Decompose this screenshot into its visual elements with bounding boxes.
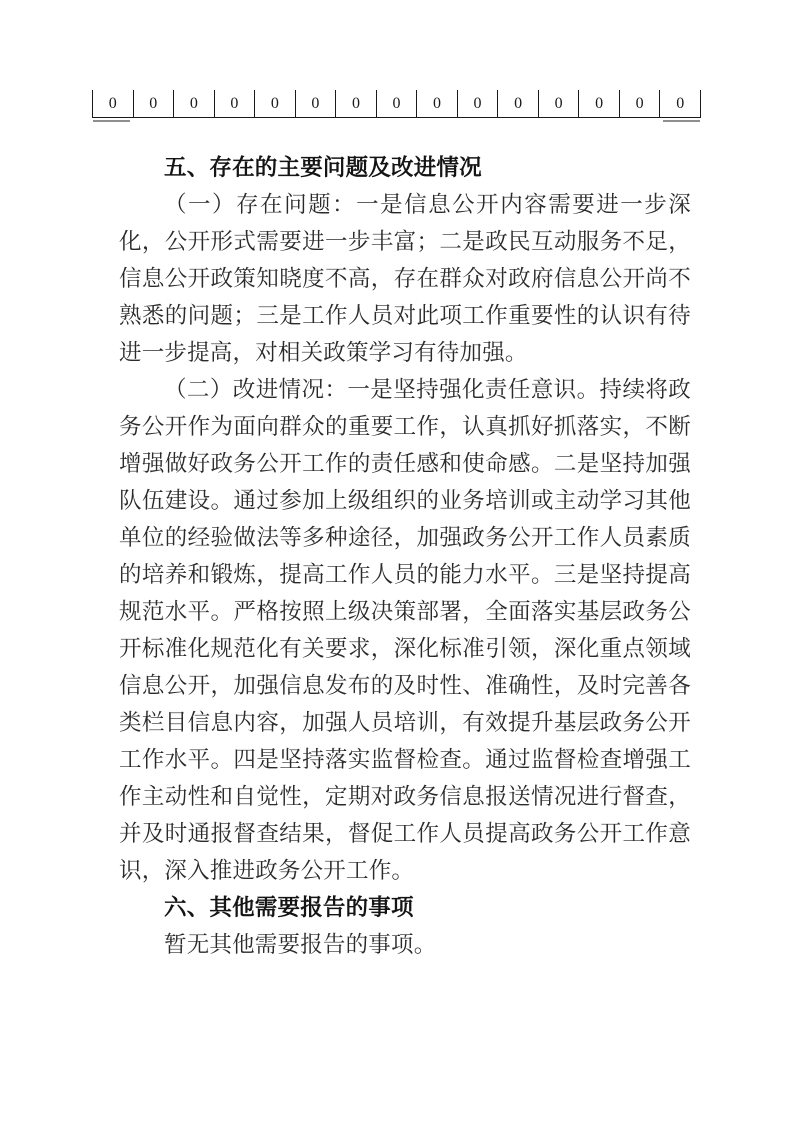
paragraph-improvement-measures: （二）改进情况：一是坚持强化责任意识。持续将政务公开作为面向群众的重要工作，认真抓好抓落实，不断增强做好政务公开工作的责任感和使命感。二是坚持加强队伍建设。通过参加上级组织的业务培训或主动学习其他单位的经验做法等多种途径，加强政务公开工作人员素质的培养和锻炼，提高工作人员的能力水平。三是坚持提高规范水平。严格按照上级决策部署，全面落实基层政务公开标准化规范化有关要求，深化标准引领，深化重点领域信息公开，加强信息发布的及时性、准确性，及时完善各类栏目信息内容，加强人员培训，有效提升基层政务公开工作水平。四是坚持落实监督检查。通过监督检查增强工作主动性和自觉性，定期对政务信息报送情况进行督查，并及时通报督查结果，督促工作人员提高政务公开工作意识，深入推进政务公开工作。 [119, 377, 691, 883]
paragraph-no-other-matters: 暂无其他需要报告的事项。 [164, 932, 437, 957]
statistics-table-continued-row [92, 90, 701, 118]
table-cell: 0 [173, 90, 214, 117]
table-cell: 0 [538, 90, 579, 117]
paragraph-existing-problems: （一）存在问题：一是信息公开内容需要进一步深化，公开形式需要进一步丰富；二是政民互动服务不足，信息公开政策知晓度不高，存在群众对政府信息公开尚不熟悉的问题；三是工作人员对此项工作重要性的认识有待进一步提高，对相关政策学习有待加强。 [119, 192, 691, 365]
table-cell: 0 [659, 90, 701, 117]
table-cell: 0 [335, 90, 376, 117]
table-cell: 0 [497, 90, 538, 117]
table-border-artifact-right [663, 120, 700, 122]
table-cell: 0 [376, 90, 417, 117]
table-cell: 0 [295, 90, 336, 117]
table-cell: 0 [133, 90, 174, 117]
table-cell: 0 [254, 90, 295, 117]
table-cell: 0 [578, 90, 619, 117]
section-heading-problems-improvements: 五、存在的主要问题及改进情况 [164, 155, 482, 180]
section-heading-other-matters: 六、其他需要报告的事项 [164, 895, 414, 920]
table-cell: 0 [416, 90, 457, 117]
table-border-artifact-left [93, 120, 130, 122]
document-body [119, 149, 691, 963]
table-cell: 0 [214, 90, 255, 117]
table-cell: 0 [92, 90, 133, 117]
table-cell: 0 [619, 90, 660, 117]
table-cell: 0 [457, 90, 498, 117]
